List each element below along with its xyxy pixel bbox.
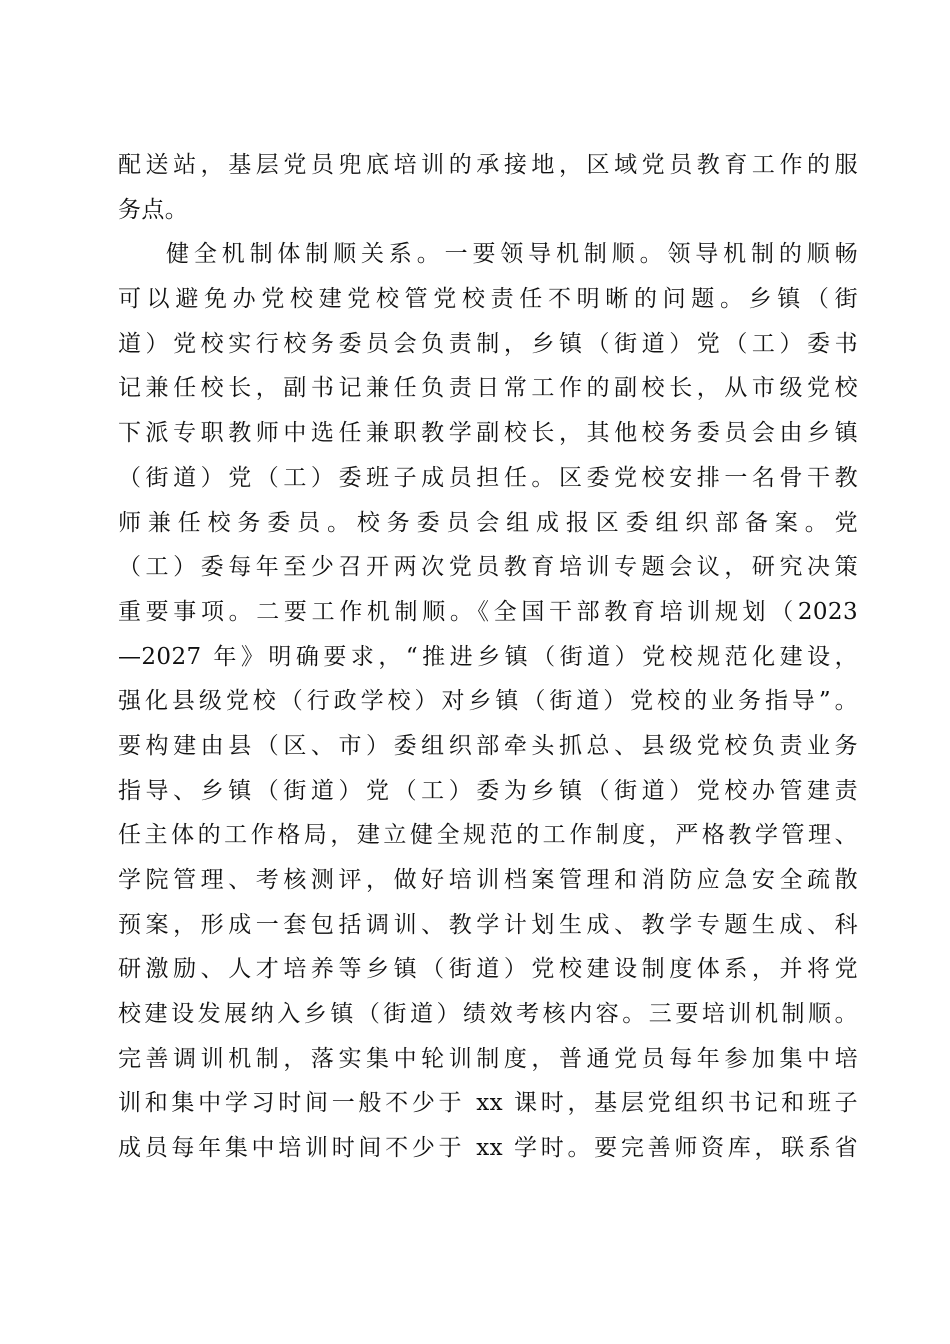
- text-line: 预案，形成一套包括调训、教学计划生成、教学专题生成、科: [118, 911, 858, 938]
- text-line: 完善调训机制，落实集中轮训制度，普通党员每年参加集中培: [118, 1045, 858, 1072]
- text-line: （工）委每年至少召开两次党员教育培训专题会议，研究决策: [118, 554, 858, 581]
- text-line: 任主体的工作格局，建立健全规范的工作制度，严格教学管理、: [118, 822, 858, 849]
- text-line: 下派专职教师中选任兼职教学副校长，其他校务委员会由乡镇: [118, 420, 858, 447]
- text-line: 道）党校实行校务委员会负责制，乡镇（街道）党（工）委书: [118, 330, 858, 357]
- paragraph-start-line: 健全机制体制顺关系。一要领导机制顺。领导机制的顺畅: [166, 241, 858, 268]
- text-line: 记兼任校长，副书记兼任负责日常工作的副校长，从市级党校: [118, 375, 858, 402]
- document-body: [118, 143, 858, 1171]
- text-line: 研激励、人才培养等乡镇（街道）党校建设制度体系，并将党: [118, 956, 858, 983]
- text-line: （街道）党（工）委班子成员担任。区委党校安排一名骨干教: [118, 464, 858, 491]
- text-line: 指导、乡镇（街道）党（工）委为乡镇（街道）党校办管建责: [118, 777, 858, 804]
- text-line: 要构建由县（区、市）委组织部牵头抓总、县级党校负责业务: [118, 732, 858, 759]
- text-line: 训和集中学习时间一般不少于 xx 课时，基层党组织书记和班子: [118, 1090, 858, 1117]
- text-line: 可以避免办党校建党校管党校责任不明晰的问题。乡镇（街: [118, 286, 858, 313]
- text-line: 重要事项。二要工作机制顺。《全国干部教育培训规划（2023: [118, 598, 858, 625]
- text-line: 成员每年集中培训时间不少于 xx 学时。要完善师资库，联系省: [118, 1135, 858, 1162]
- text-line: 学院管理、考核测评，做好培训档案管理和消防应急安全疏散: [118, 867, 858, 893]
- text-line: 配送站，基层党员兜底培训的承接地，区域党员教育工作的服: [118, 152, 858, 178]
- text-line: 务点。: [118, 196, 189, 223]
- text-line: 校建设发展纳入乡镇（街道）绩效考核内容。三要培训机制顺。: [118, 1001, 858, 1028]
- text-line: 强化县级党校（行政学校）对乡镇（街道）党校的业务指导”。: [118, 688, 858, 715]
- text-line: 师兼任校务委员。校务委员会组成报区委组织部备案。党: [118, 509, 858, 536]
- text-line: —2027 年》明确要求，“推进乡镇（街道）党校规范化建设，: [118, 643, 858, 670]
